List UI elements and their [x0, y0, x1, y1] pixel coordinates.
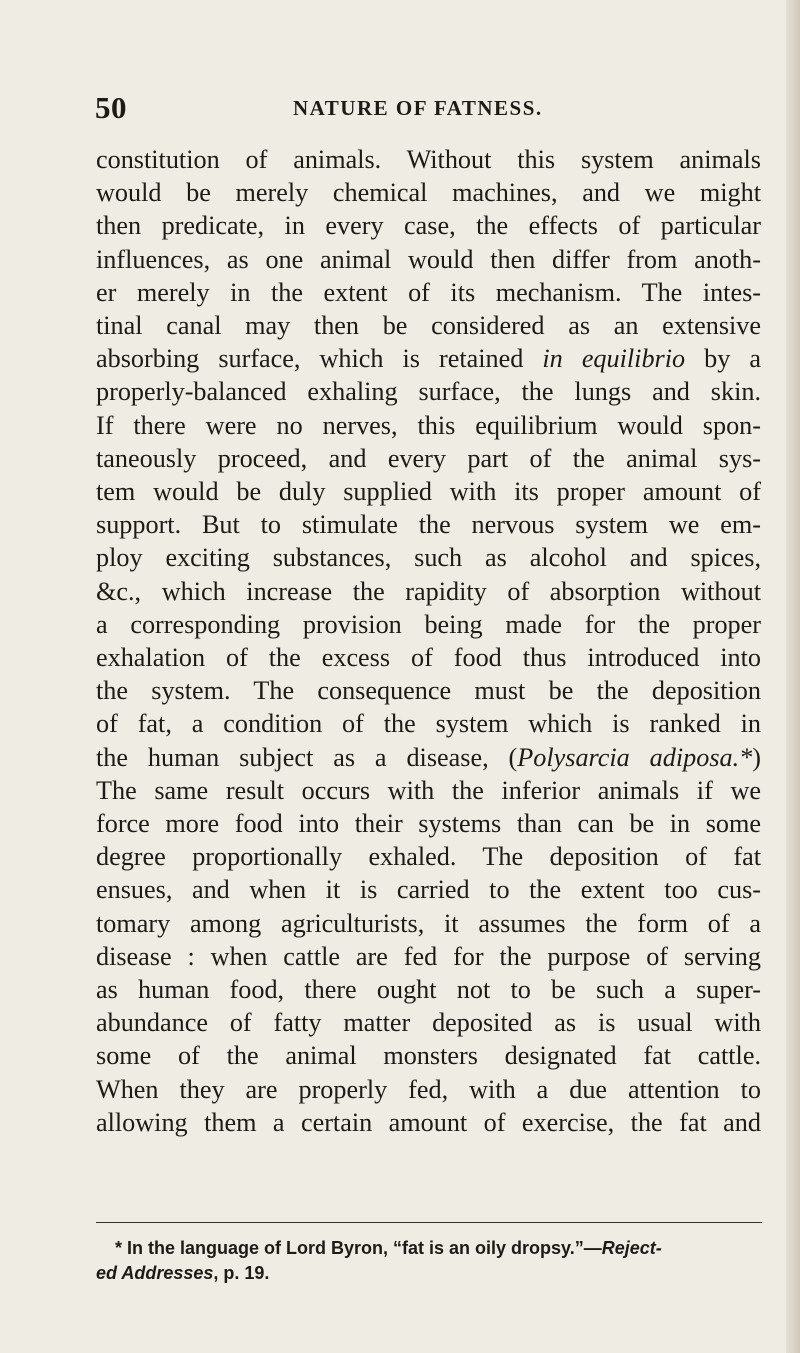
page-edge [786, 0, 800, 1353]
page-number: 50 [95, 90, 127, 125]
text-line: would be merely chemical machines, and we might [96, 178, 761, 208]
text-line: constitution of animals. Without this system animals [96, 145, 761, 174]
text-line: ploy exciting substances, such as alcohol and spices, [96, 543, 761, 573]
footnote-text: , p. 19. [213, 1263, 270, 1283]
text-line: a corresponding provision being made for the proper [96, 609, 761, 639]
text-line: of fat, a condition of the system which is ranked in [96, 709, 761, 739]
text-segment: the human subject as a disease, ( [96, 742, 518, 772]
text-line [96, 342, 761, 375]
text-line: degree proportionally exhaled. The deposition of fat [96, 842, 761, 872]
body-paragraph [96, 143, 761, 1139]
text-line: some of the animal monsters designated fat cattle. [96, 1041, 761, 1071]
text-line: exhalation of the excess of food thus introduced into [96, 643, 761, 673]
text-line: support. But to stimulate the nervous system we em- [96, 510, 761, 540]
text-line [96, 741, 761, 774]
footnote-line [115, 1236, 765, 1261]
text-line: When they are properly fed, with a due attention to [96, 1074, 761, 1104]
footnote-italic: ed Addresses [96, 1263, 214, 1283]
text-line: properly-balanced exhaling surface, the lungs and skin. [96, 377, 761, 407]
text-line: er merely in the extent of its mechanism. The intes- [96, 277, 761, 307]
text-line: tomary among agriculturists, it assumes the form of a [96, 908, 761, 938]
text-line: then predicate, in every case, the effects of particular [96, 211, 761, 241]
page-header [95, 90, 765, 130]
text-line: the system. The consequence must be the deposition [96, 676, 761, 706]
text-line: influences, as one animal would then differ from anoth- [96, 244, 761, 274]
footnote-text: * In the language of Lord Byron, “fat is an oily dropsy.”— [115, 1238, 602, 1258]
text-line: If there were no nerves, this equilibrium would spon- [96, 410, 761, 440]
text-line: &c., which increase the rapidity of absorption without [96, 576, 761, 606]
footnote-divider [96, 1222, 762, 1223]
text-line: tinal canal may then be considered as an extensive [96, 311, 761, 341]
text-line: force more food into their systems than can be in some [96, 809, 761, 839]
running-head: NATURE OF FATNESS. [293, 96, 543, 120]
text-segment: ) [752, 742, 761, 772]
footnote-italic: Reject- [601, 1238, 662, 1258]
text-line: as human food, there ought not to be such a super- [96, 975, 761, 1005]
text-line: ensues, and when it is carried to the extent too cus- [96, 875, 761, 905]
footnote [96, 1236, 765, 1286]
text-line: allowing them a certain amount of exercise, the fat and [96, 1107, 761, 1137]
text-line: disease : when cattle are fed for the purpose of serving [96, 941, 761, 971]
text-line: The same result occurs with the inferior animals if we [96, 775, 761, 805]
text-segment: by a [685, 344, 761, 374]
italic-phrase: in equilibrio [542, 344, 686, 374]
text-line: abundance of fatty matter deposited as is usual with [96, 1008, 761, 1038]
text-line: tem would be duly supplied with its proper amount of [96, 477, 761, 507]
text-segment: absorbing surface, which is retained [96, 344, 543, 374]
text-line: taneously proceed, and every part of the animal sys- [96, 443, 761, 473]
footnote-line [96, 1261, 765, 1286]
italic-phrase: Polysarcia adiposa.* [517, 742, 753, 772]
